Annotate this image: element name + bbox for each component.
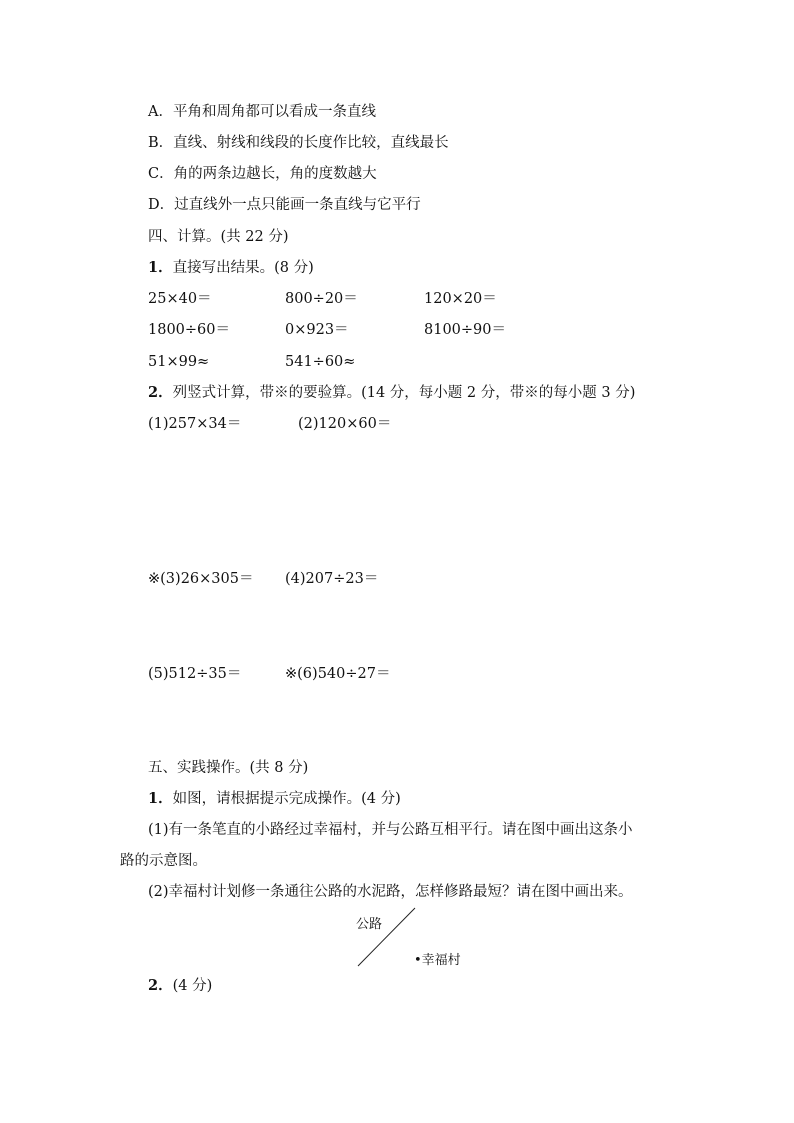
s5-q1-part1-line1: (1)有一条笔直的小路经过幸福村，并与公路互相平行。请在图中画出这条小	[148, 822, 633, 838]
road-label: 公路	[356, 917, 383, 932]
oral-item: 0×923＝	[285, 322, 349, 338]
oral-item: 541÷60≈	[285, 354, 356, 370]
vertical-item: ※(3)26×305＝	[148, 571, 254, 587]
vertical-item: ※(6)540÷27＝	[285, 666, 391, 682]
q2-title	[148, 384, 635, 402]
vertical-item: (1)257×34＝	[148, 416, 242, 432]
oral-item: 1800÷60＝	[148, 322, 231, 338]
s5-q1-title	[148, 790, 401, 808]
s5-q1-number: 1．	[148, 790, 173, 807]
village-label: •幸福村	[414, 953, 461, 968]
s5-q2-number: 2．	[148, 977, 173, 994]
choice-a: A．平角和周角都可以看成一条直线	[148, 104, 376, 120]
vertical-item: (4)207÷23＝	[285, 571, 379, 587]
oral-item: 25×40＝	[148, 291, 212, 307]
q1-title	[148, 259, 314, 277]
q2-number: 2．	[148, 384, 173, 401]
vertical-item: (5)512÷35＝	[148, 666, 242, 682]
oral-item: 51×99≈	[148, 354, 210, 370]
q1-number: 1．	[148, 259, 173, 276]
s5-q1-text: 如图，请根据提示完成操作。(4 分)	[172, 791, 401, 807]
s5-q2-text: (4 分)	[172, 978, 213, 994]
section4-heading: 四、计算。(共 22 分)	[148, 229, 289, 245]
choice-b: B．直线、射线和线段的长度作比较，直线最长	[148, 135, 449, 151]
q2-text: 列竖式计算，带※的要验算。(14 分，每小题 2 分，带※的每小题 3 分)	[172, 385, 636, 401]
q1-text: 直接写出结果。(8 分)	[172, 260, 314, 276]
vertical-item: (2)120×60＝	[298, 416, 392, 432]
oral-item: 8100÷90＝	[424, 322, 507, 338]
s5-q1-part1-line2: 路的示意图。	[120, 853, 207, 869]
choice-d: D．过直线外一点只能画一条直线与它平行	[148, 197, 421, 213]
s5-q2-title	[148, 977, 212, 995]
s5-q1-part2: (2)幸福村计划修一条通往公路的水泥路，怎样修路最短？请在图中画出来。	[148, 884, 633, 900]
road-village-figure	[352, 906, 472, 968]
oral-item: 800÷20＝	[285, 291, 358, 307]
oral-item: 120×20＝	[424, 291, 497, 307]
section5-heading: 五、实践操作。(共 8 分)	[148, 760, 309, 776]
choice-c: C．角的两条边越长，角的度数越大	[148, 166, 377, 182]
